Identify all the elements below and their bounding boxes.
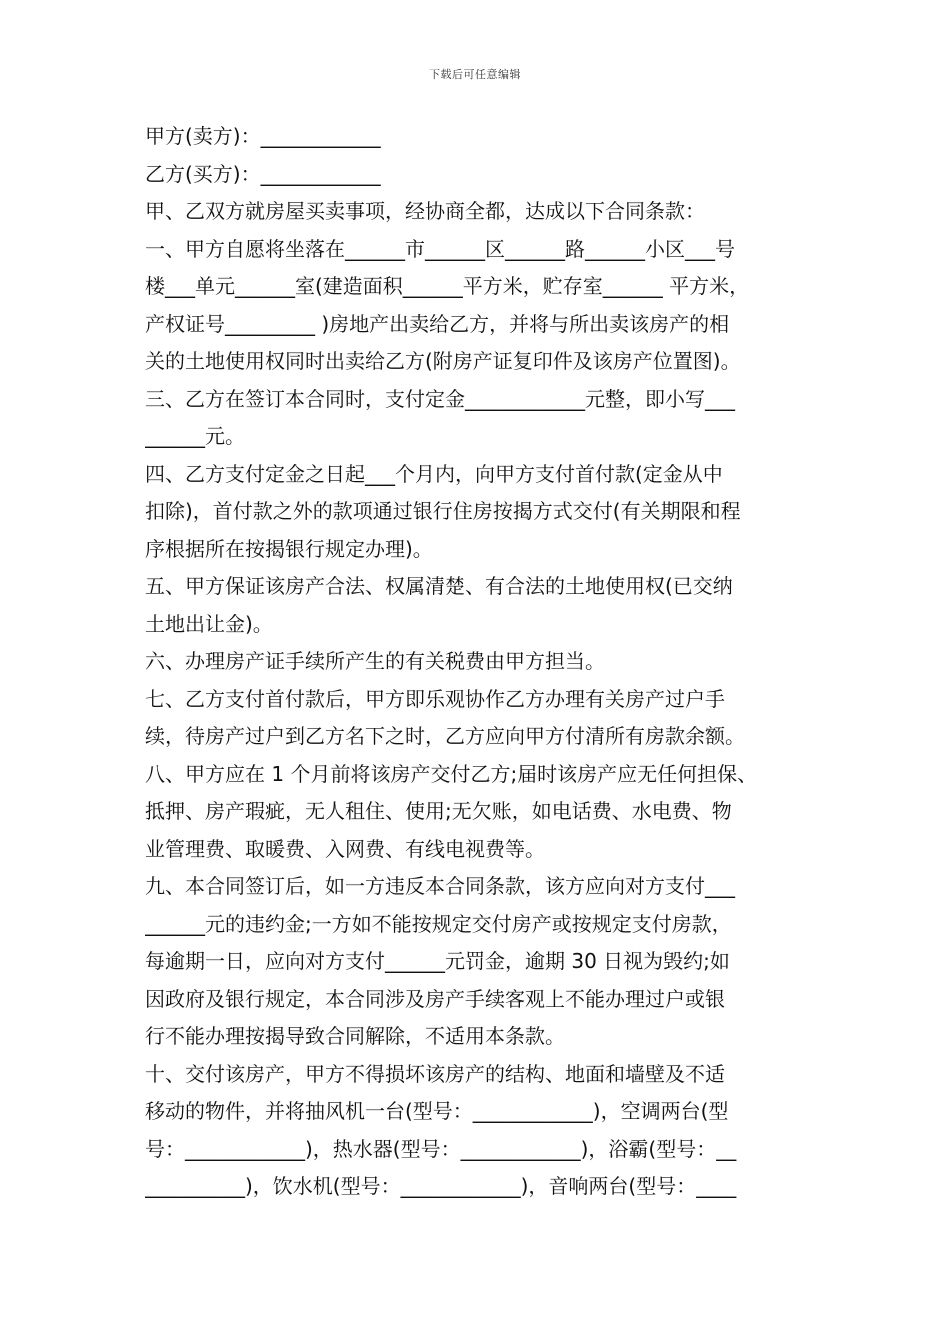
text-line: 十、交付该房产，甲方不得损坏该房产的结构、地面和墙壁及不适: [145, 1061, 725, 1086]
text-line: ______元。: [145, 424, 245, 448]
text-line: 八、甲方应在 1 个月前将该房产交付乙方;届时该房产应无任何担保、: [145, 761, 758, 786]
text-line: 六、办理房产证手续所产生的有关税费由甲方担当。: [145, 649, 605, 673]
text-line: 续，待房产过户到乙方名下之时，乙方应向甲方付清所有房款余额。: [145, 724, 745, 748]
text-line: 产权证号_________ )房地产出卖给乙方，并将与所出卖该房产的相: [145, 311, 730, 336]
text-line: 行不能办理按揭导致合同解除，不适用本条款。: [145, 1024, 565, 1048]
text-line: __________)，饮水机(型号：____________)，音响两台(型号：____: [145, 1174, 737, 1198]
text-line: 七、乙方支付首付款后，甲方即乐观协作乙方办理有关房产过户手: [145, 686, 725, 711]
text-line: 三、乙方在签订本合同时，支付定金____________元整，即小写___: [145, 386, 735, 411]
text-line: 号：____________)，热水器(型号：____________)，浴霸(型号：__: [145, 1136, 737, 1161]
text-line: 关的土地使用权同时出卖给乙方(附房产证复印件及该房产位置图)。: [145, 349, 741, 373]
contract-body: [145, 118, 825, 1206]
page-header: 下载后可任意编辑: [429, 68, 521, 81]
text-line: 每逾期一日，应向对方支付______元罚金，逾期 30 日视为毁约;如: [145, 949, 730, 973]
text-line: 土地出让金)。: [145, 611, 273, 636]
text-line: 楼___单元______室(建造面积______平方米，贮存室______ 平方米，: [145, 274, 750, 298]
text-line: 甲方(卖方)：____________: [145, 124, 381, 148]
text-line: 九、本合同签订后，如一方违反本合同条款，该方应向对方支付___: [145, 874, 735, 898]
text-line: 甲、乙双方就房屋买卖事项，经协商全都，达成以下合同条款：: [145, 199, 705, 223]
text-line: 扣除)，首付款之外的款项通过银行住房按揭方式交付(有关期限和程: [145, 499, 741, 523]
text-line: 四、乙方支付定金之日起___个月内，向甲方支付首付款(定金从中: [145, 461, 723, 486]
text-line: 一、甲方自愿将坐落在______市______区______路______小区___号: [145, 236, 735, 261]
text-line: 五、甲方保证该房产合法、权属清楚、有合法的土地使用权(已交纳: [145, 574, 733, 598]
text-line: 因政府及银行规定，本合同涉及房产手续客观上不能办理过户或银: [145, 986, 725, 1011]
text-line: 移动的物件，并将抽风机一台(型号：____________)，空调两台(型: [145, 1099, 729, 1123]
text-line: ______元的违约金;一方如不能按规定交付房产或按规定支付房款，: [145, 911, 732, 936]
text-line: 乙方(买方)：____________: [145, 161, 381, 186]
text-line: 业管理费、取暖费、入网费、有线电视费等。: [145, 836, 545, 861]
text-line: 序根据所在按揭银行规定办理)。: [145, 536, 433, 561]
text-line: 抵押、房产瑕疵，无人租住、使用;无欠账，如电话费、水电费、物: [145, 799, 732, 823]
